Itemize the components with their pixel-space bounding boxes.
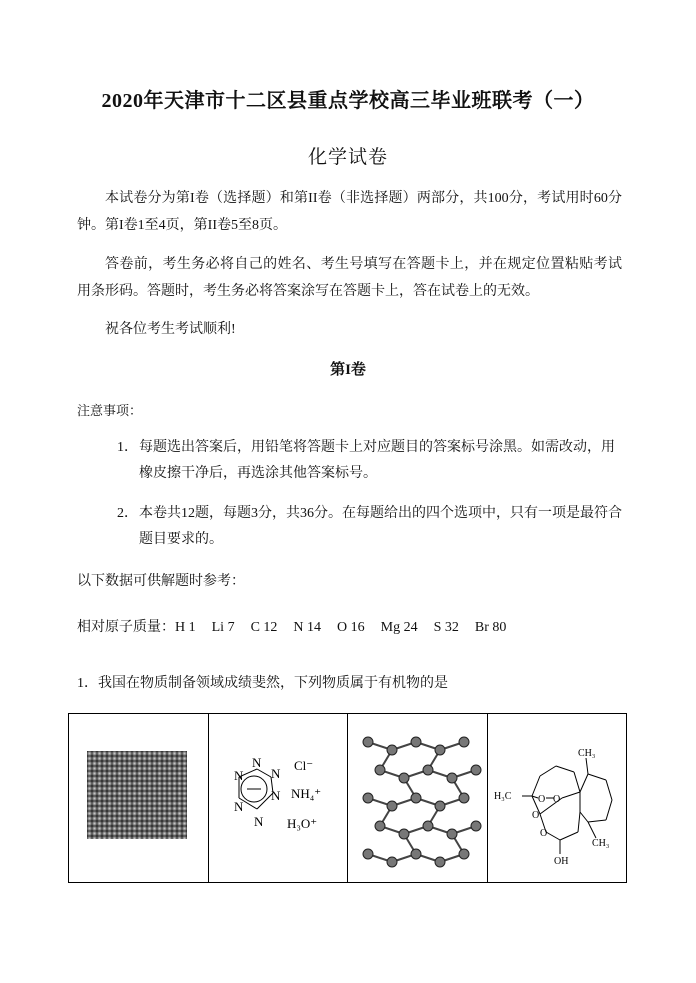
n-atom: N	[233, 799, 243, 814]
o-atom: O	[537, 794, 545, 805]
lattice-atom	[435, 745, 445, 755]
intro-paragraph-1: 本试卷分为第I卷（选择题）和第II卷（非选择题）两部分，共100分，考试用时60分钟。第I卷1至4页，第II卷5至8页。	[77, 191, 622, 233]
option-cell-pentazolate-salt	[208, 714, 348, 883]
option-cell-graphene	[69, 714, 209, 883]
lattice-atom	[387, 857, 397, 867]
mass-o: O 16	[337, 620, 365, 635]
ammonium-label: NH₄⁺	[290, 786, 321, 801]
exam-subtitle: 化学试卷	[307, 147, 388, 168]
lattice-atom	[447, 773, 457, 783]
o-atom: O	[552, 794, 560, 805]
lattice-atom	[447, 829, 457, 839]
lattice-atom	[423, 765, 433, 775]
mass-c: C 12	[250, 620, 278, 635]
lattice-atom	[411, 737, 421, 747]
notice-label: 注意事项：	[77, 403, 143, 418]
lattice-atom	[435, 801, 445, 811]
mass-br: Br 80	[474, 620, 507, 635]
o-atom: O	[531, 810, 539, 821]
question-1-options-table	[68, 713, 627, 883]
option-cell-diamond-lattice	[348, 714, 488, 883]
lattice-atom	[363, 849, 373, 859]
question-1-text: 1．我国在物质制备领域成绩斐然，下列物质属于有机物的是	[77, 676, 448, 691]
mass-h: H 1	[175, 620, 196, 635]
hydroxyl-label: OH	[553, 856, 568, 867]
n-atom: N	[253, 814, 263, 829]
lattice-atom	[387, 745, 397, 755]
n-atom: N	[270, 766, 280, 781]
notice-item-number: 2．	[117, 506, 138, 521]
notice-item-text: 每题选出答案后，用铅笔将答题卡上对应题目的答案标号涂黑。如需改动，用橡皮擦干净后，再选涂其他答案标号。	[139, 440, 615, 481]
lattice-atom	[459, 793, 469, 803]
lattice-atom	[435, 857, 445, 867]
lattice-atom	[471, 765, 481, 775]
o-atom: O	[539, 828, 547, 839]
mass-n: N 14	[293, 620, 322, 635]
methyl-label: CH₃	[591, 838, 609, 849]
masses-label: 相对原子质量：	[77, 620, 175, 635]
notice-item-2	[117, 501, 622, 553]
mass-s: S 32	[433, 620, 459, 635]
atomic-masses	[77, 616, 522, 636]
data-note: 以下数据可供解题时参考：	[77, 574, 245, 589]
chloride-label: Cl⁻	[293, 758, 313, 773]
graphene-image	[87, 751, 187, 839]
mass-li: Li 7	[211, 620, 235, 635]
lattice-atom	[411, 849, 421, 859]
notice-item-1	[117, 435, 622, 487]
notice-item-text: 本卷共12题，每题3分，共36分。在每题给出的四个选项中，只有一项是最符合题目要求的。	[139, 506, 622, 547]
lattice-atom	[363, 737, 373, 747]
pentazolate-salt-structure	[209, 714, 348, 882]
lattice-atom	[387, 801, 397, 811]
lattice-atom	[459, 737, 469, 747]
mass-mg: Mg 24	[380, 620, 418, 635]
intro-paragraph-2: 答卷前，考生务必将自己的姓名、考生号填写在答题卡上，并在规定位置粘贴考试用条形码。答题时，考生务必将答案涂写在答题卡上，答在试卷上的无效。	[77, 257, 622, 299]
lattice-atom	[411, 793, 421, 803]
methyl-label: H₃C	[493, 791, 511, 802]
lattice-atom	[423, 821, 433, 831]
exam-title: 2020年天津市十二区县重点学校高三毕业班联考（一）	[101, 90, 595, 112]
option-cell-artemisinin-derivative	[487, 714, 627, 883]
lattice-atom	[471, 821, 481, 831]
dihydroartemisinin-structure	[488, 714, 627, 882]
good-luck-text: 祝各位考生考试顺利!	[105, 322, 236, 337]
methyl-label: CH₃	[577, 748, 595, 759]
lattice-atom	[399, 773, 409, 783]
lattice-atom	[459, 849, 469, 859]
diamond-lattice-structure	[348, 714, 487, 882]
lattice-atom	[399, 829, 409, 839]
lattice-atom	[363, 793, 373, 803]
lattice-atom	[375, 765, 385, 775]
n-atom: N	[270, 788, 280, 803]
hydronium-label: H₃O⁺	[286, 816, 317, 831]
notice-item-number: 1．	[117, 440, 138, 455]
section-heading: 第I卷	[330, 362, 366, 378]
n-atom: N	[251, 755, 261, 770]
lattice-atom	[375, 821, 385, 831]
n-atom: N	[233, 768, 243, 783]
